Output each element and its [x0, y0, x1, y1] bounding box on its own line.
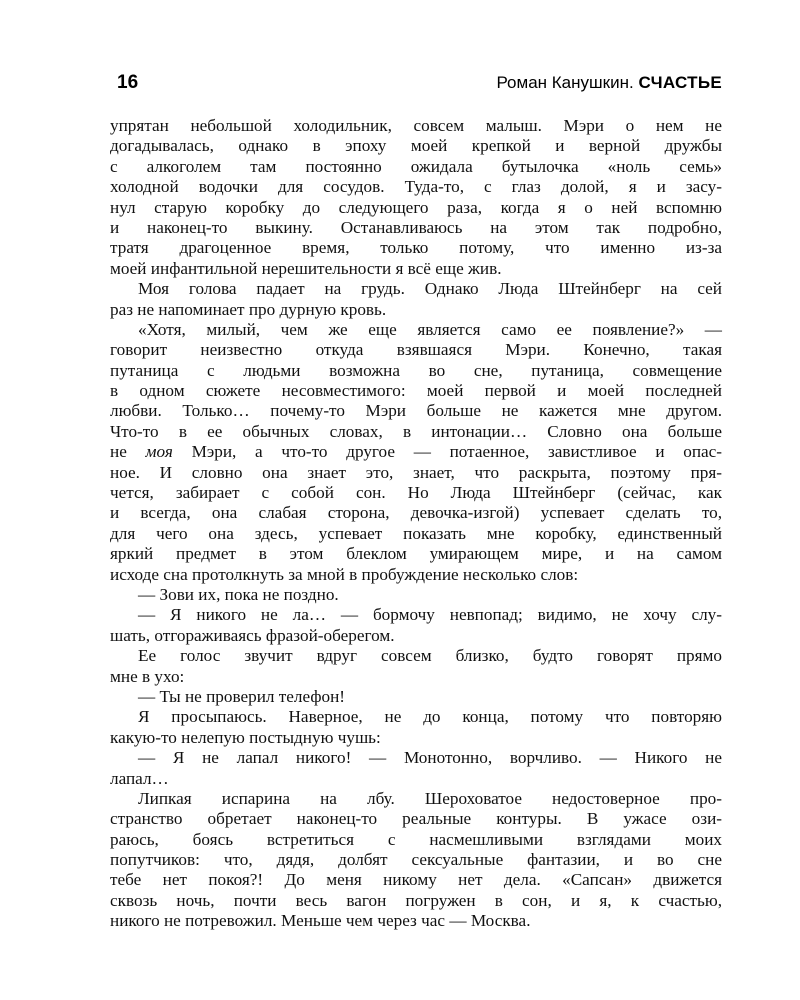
italic-word: моя — [145, 442, 173, 462]
text-line: нул старую коробку до следующего раза, когда я о ней вспомню — [110, 197, 722, 217]
text-line: холодной водочки для сосудов. Туда-то, с глаз долой, я и засу- — [110, 177, 722, 197]
text-line: — Зови их, пока не поздно. — [138, 584, 339, 604]
text-line: исходе сна протолкнуть за мной в пробуждение несколько слов: — [110, 564, 579, 584]
text-line: никого не потревожил. Меньше чем через час — Москва. — [110, 911, 531, 931]
text-line: в одном сюжете несовместимого: моей первой и моей последней — [110, 381, 722, 401]
text-line: какую-то нелепую постыдную чушь: — [110, 727, 381, 747]
text-line — [110, 442, 722, 462]
text-line: мне в ухо: — [110, 666, 185, 686]
text-line: тебе нет покоя?! До меня никому нет дела. «Сапсан» движется — [110, 870, 722, 890]
text-line: странство обретает наконец-то реальные контуры. В ужасе ози- — [110, 809, 722, 829]
text-line: лапал… — [110, 768, 169, 788]
text-line: Липкая испарина на лбу. Шероховатое недостоверное про- — [138, 788, 722, 808]
running-header — [117, 68, 722, 98]
book-title: СЧАСТЬЕ — [638, 73, 722, 92]
text-line: сквозь ночь, почти весь вагон погружен в сон, и я, к счастью, — [110, 890, 722, 910]
text-line: Ее голос звучит вдруг совсем близко, будто говорят прямо — [138, 646, 722, 666]
text-line: — Ты не проверил телефон! — [138, 686, 345, 706]
text-line: тратя драгоценное время, только потому, что именно из-за — [110, 238, 722, 258]
text-line: Моя голова падает на грудь. Однако Люда Штейнберг на сей — [138, 279, 722, 299]
text-line: ное. И словно она знает это, знает, что раскрыта, поэтому пря- — [110, 462, 722, 482]
text-line: догадывалась, однако в эпоху моей крепкой и верной дружбы — [110, 136, 722, 156]
text-line: путаница с людьми возможна во сне, путаница, совмещение — [110, 360, 722, 380]
text-fragment: не — [110, 442, 146, 462]
text-line: Что-то в ее обычных словах, в интонации… Словно она больше — [110, 421, 722, 441]
text-line: — Я не лапал никого! — Монотонно, ворчливо. — Никого не — [138, 748, 722, 768]
text-line: — Я никого не ла… — бормочу невпопад; видимо, не хочу слу- — [138, 605, 722, 625]
text-line: любви. Только… почему-то Мэри больше не кажется мне другом. — [110, 401, 722, 421]
text-line: упрятан небольшой холодильник, совсем малыш. Мэри о нем не — [110, 116, 722, 135]
text-line: попутчиков: что, дядя, долбят сексуальные фантазии, и во сне — [110, 850, 722, 870]
page-number: 16 — [117, 72, 139, 93]
text-line: и всегда, она слабая сторона, девочка-изгой) успевает сделать то, — [110, 503, 722, 523]
text-line: и наконец-то выкину. Останавливаюсь на этом так подробно, — [110, 217, 722, 237]
text-line: раюсь, боясь встретиться с насмешливыми взглядами моих — [110, 829, 722, 849]
author-name: Роман Канушкин. — [496, 73, 634, 92]
running-head — [496, 73, 722, 93]
text-line: говорит неизвестно откуда взявшаяся Мэри. Конечно, такая — [110, 340, 722, 360]
text-line: для чего она здесь, успевает показать мне коробку, единственный — [110, 523, 722, 543]
text-line: яркий предмет в этом блеклом умирающем мире, и на самом — [110, 544, 722, 564]
text-line: моей инфантильной нерешительности я всё еще жив. — [110, 258, 502, 278]
text-line: с алкоголем там постоянно ожидала бутылочка «ноль семь» — [110, 156, 722, 176]
text-line: шать, отгораживаясь фразой-оберегом. — [110, 625, 395, 645]
text-line: «Хотя, милый, чем же еще является само ее появление?» — — [138, 319, 722, 339]
body-text — [110, 116, 722, 932]
text-line: раз не напоминает про дурную кровь. — [110, 299, 387, 319]
text-line: чется, забирает с собой сон. Но Люда Штейнберг (сейчас, как — [110, 483, 722, 503]
text-line: Я просыпаюсь. Наверное, не до конца, потому что повторяю — [138, 707, 722, 727]
text-fragment: Мэри, а что-то другое — потаенное, завистливое и опас- — [172, 442, 723, 462]
